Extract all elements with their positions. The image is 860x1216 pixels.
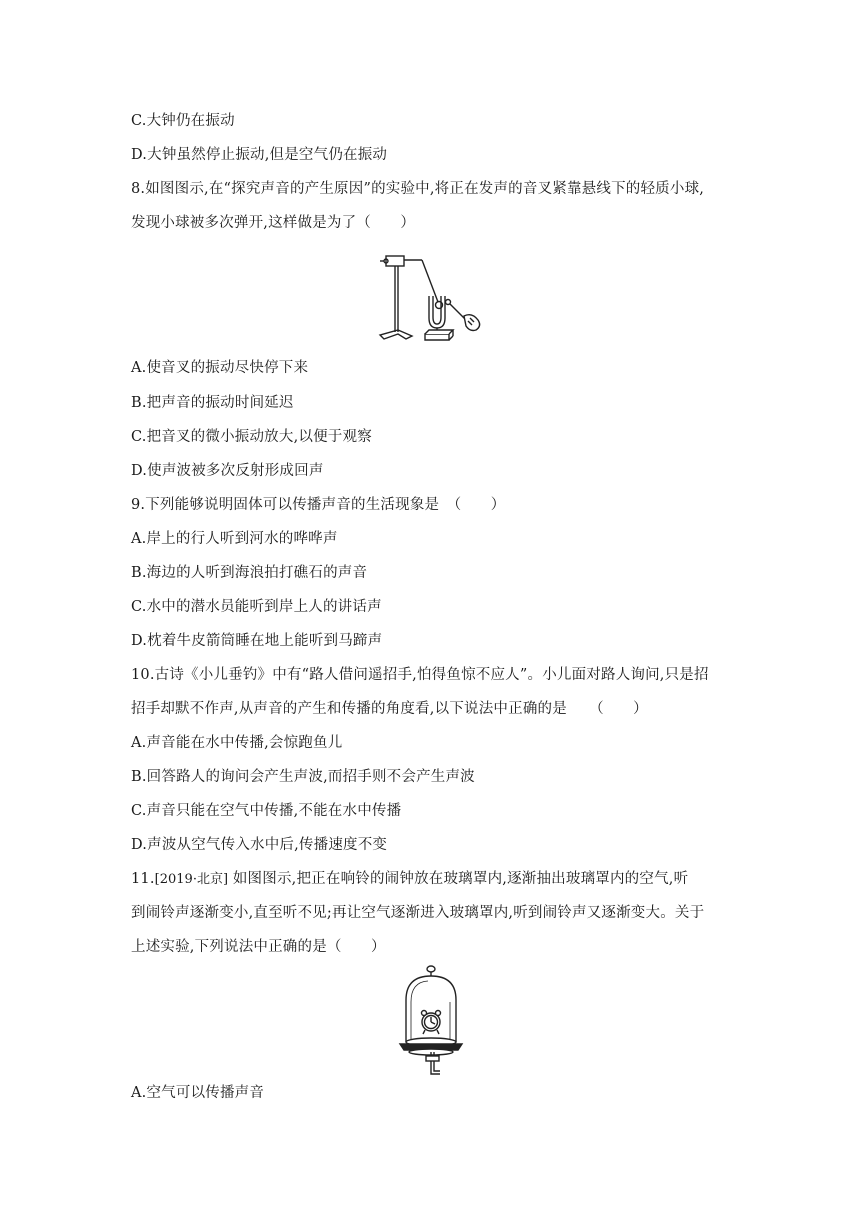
q11-stem-line2: 到闹铃声逐渐变小,直至听不见;再让空气逐渐进入玻璃罩内,听到闹铃声又逐渐变大。关于 — [131, 905, 705, 921]
q11-option-a: A.空气可以传播声音 — [131, 1085, 265, 1101]
q9-option-d: D.枕着牛皮箭筒睡在地上能听到马蹄声 — [131, 633, 383, 649]
q7-option-c: C.大钟仍在振动 — [131, 113, 235, 129]
q11-stem-line1-rest: 如图图示,把正在响铃的闹钟放在玻璃罩内,逐渐抽出玻璃罩内的空气,听 — [228, 871, 689, 887]
q11-stem-line1 — [131, 870, 688, 889]
q9-stem: 9.下列能够说明固体可以传播声音的生活现象是 （ ） — [131, 497, 506, 513]
q10-stem-line2: 招手却默不作声,从声音的产生和传播的角度看,以下说法中正确的是 （ ） — [131, 701, 648, 717]
q8-option-c: C.把音叉的微小振动放大,以便于观察 — [131, 429, 372, 445]
q9-option-b: B.海边的人听到海浪拍打礁石的声音 — [131, 565, 368, 581]
q8-stem-line2: 发现小球被多次弹开,这样做是为了（ ） — [131, 215, 416, 231]
q8-option-a: A.使音叉的振动尽快停下来 — [131, 360, 309, 376]
q10-stem-line1: 10.古诗《小儿垂钓》中有“路人借问遥招手,怕得鱼惊不应人”。小儿面对路人询问,只是招 — [131, 667, 709, 683]
q11-source-tag: [2019·北京] — [154, 872, 229, 887]
bell-jar-alarm-clock-illustration — [398, 962, 464, 1080]
q7-option-d: D.大钟虽然停止振动,但是空气仍在振动 — [131, 147, 388, 163]
q8-stem-line1: 8.如图图示,在“探究声音的产生原因”的实验中,将正在发声的音叉紧靠悬线下的轻质小球, — [131, 181, 705, 197]
q10-option-d: D.声波从空气传入水中后,传播速度不变 — [131, 837, 388, 853]
q10-option-b: B.回答路人的询问会产生声波,而招手则不会产生声波 — [131, 769, 475, 785]
q9-option-c: C.水中的潜水员能听到岸上人的讲话声 — [131, 599, 382, 615]
q11-stem-line3: 上述实验,下列说法中正确的是（ ） — [131, 939, 386, 955]
q8-option-b: B.把声音的振动时间延迟 — [131, 395, 294, 411]
q9-option-a: A.岸上的行人听到河水的哗哗声 — [131, 531, 338, 547]
q11-number: 11. — [131, 871, 155, 887]
q10-option-c: C.声音只能在空气中传播,不能在水中传播 — [131, 803, 402, 819]
tuning-fork-pendulum-illustration — [372, 250, 487, 345]
q10-option-a: A.声音能在水中传播,会惊跑鱼儿 — [131, 735, 343, 751]
q8-option-d: D.使声波被多次反射形成回声 — [131, 463, 324, 479]
